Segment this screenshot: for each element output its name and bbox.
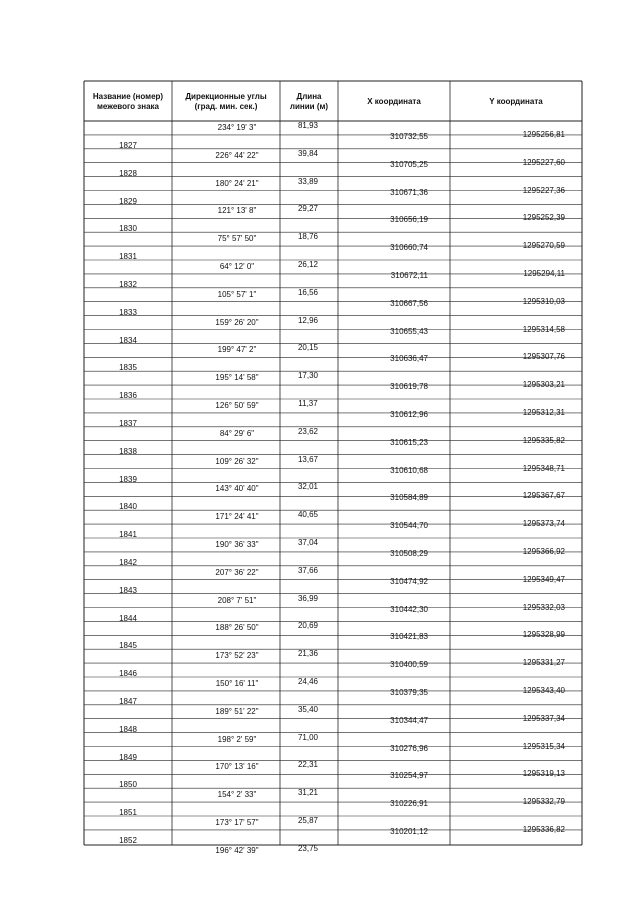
x-coordinate: 310508,29 (390, 548, 428, 558)
direction-angle: 109° 26' 32" (215, 456, 259, 466)
x-coordinate: 310660,74 (390, 243, 428, 253)
point-name: 1839 (119, 474, 137, 484)
x-coordinate: 310254,97 (390, 771, 428, 781)
direction-angle: 64° 12' 0" (219, 262, 255, 271)
point-name: 1837 (119, 418, 137, 428)
line-length: 11,37 (298, 399, 318, 408)
point-name: 1830 (119, 224, 137, 234)
line-length: 13,67 (297, 454, 319, 464)
y-coordinate: 1295349,47 (522, 574, 565, 584)
line-length: 32,01 (297, 482, 319, 492)
direction-angle: 84° 29' 6" (219, 428, 255, 438)
x-coordinate: 310474,92 (390, 576, 428, 586)
direction-angle: 170° 13' 16" (215, 762, 259, 772)
y-coordinate: 1295227,60 (522, 157, 565, 167)
x-coordinate: 310636,47 (390, 354, 428, 364)
x-coordinate: 310655,43 (390, 326, 428, 336)
y-coordinate: 1295314,58 (522, 324, 565, 334)
y-coordinate: 1295343,40 (522, 685, 565, 695)
point-name: 1846 (119, 669, 137, 679)
line-length: 21,36 (297, 649, 319, 659)
line-length: 36,99 (297, 593, 319, 603)
direction-angle: 234° 19' 3" (217, 123, 257, 132)
x-coordinate: 310612,96 (390, 409, 428, 419)
direction-angle: 198° 2' 59" (217, 734, 257, 744)
point-name: 1835 (119, 363, 137, 373)
y-coordinate: 1295366,92 (522, 546, 565, 556)
direction-angle: 173° 17' 57" (215, 818, 259, 827)
line-length: 39,84 (297, 148, 319, 158)
y-coordinate: 1295294,11 (523, 268, 565, 278)
direction-angle: 196° 42' 39" (215, 845, 259, 855)
point-name: 1838 (119, 446, 137, 456)
x-coordinate: 310276,96 (390, 743, 428, 753)
point-name: 1849 (119, 752, 137, 762)
line-length: 29,27 (297, 204, 319, 214)
line-length: 22,31 (297, 760, 319, 770)
direction-angle: 199° 47' 2" (217, 345, 257, 355)
header-y-coordinate: Y координата (489, 97, 543, 106)
direction-angle: 121° 13' 8" (217, 206, 257, 216)
y-coordinate: 1295270,59 (522, 241, 565, 251)
line-length: 20,15 (297, 343, 319, 353)
x-coordinate: 310667,56 (390, 298, 428, 308)
x-coordinate: 310672,11 (390, 270, 428, 280)
line-length: 12,96 (297, 315, 319, 325)
line-length: 20,69 (297, 621, 319, 631)
line-length: 37,04 (297, 538, 319, 547)
y-coordinate: 1295373,74 (522, 519, 565, 529)
y-coordinate: 1295331,27 (522, 658, 565, 668)
line-length: 35,40 (297, 704, 319, 714)
header-x-coordinate: Х координата (367, 97, 421, 106)
point-name: 1836 (119, 391, 137, 401)
direction-angle: 208° 7' 51" (217, 595, 257, 605)
direction-angle: 75° 57' 50" (217, 234, 257, 244)
point-name: 1852 (119, 835, 137, 845)
y-coordinate: 1295252,39 (522, 213, 565, 223)
line-length: 71,00 (297, 732, 319, 742)
header-point-name: Название (номер) межевого знака (92, 92, 164, 111)
y-coordinate: 1295335,82 (522, 435, 565, 445)
line-length: 23,62 (297, 426, 319, 436)
x-coordinate: 310615,23 (390, 437, 428, 447)
direction-angle: 190° 36' 33" (215, 540, 259, 549)
x-coordinate: 310705,25 (390, 159, 428, 169)
y-coordinate: 1295227,36 (522, 185, 565, 195)
direction-angle: 226° 44' 22" (215, 150, 259, 160)
point-name: 1840 (119, 502, 137, 512)
y-coordinate: 1295332,79 (522, 797, 565, 807)
line-length: 25,87 (297, 816, 319, 825)
line-length: 81,93 (297, 121, 319, 130)
direction-angle: 159° 26' 20" (215, 317, 259, 327)
y-coordinate: 1295332,03 (522, 602, 565, 612)
y-coordinate: 1295303,21 (522, 380, 565, 390)
x-coordinate: 310584,89 (390, 493, 428, 503)
point-name: 1842 (119, 557, 137, 567)
point-name: 1844 (119, 613, 137, 623)
x-coordinate: 310400,59 (390, 660, 428, 670)
y-coordinate: 1295319,13 (522, 769, 565, 779)
point-name: 1843 (119, 585, 137, 595)
direction-angle: 126° 50' 59" (215, 401, 259, 410)
point-name: 1832 (119, 279, 137, 289)
line-length: 24,46 (297, 677, 319, 686)
x-coordinate: 310544,70 (390, 521, 428, 531)
x-coordinate: 310201,12 (390, 826, 428, 836)
y-coordinate: 1295256,81 (522, 129, 565, 139)
line-length: 16,56 (297, 287, 319, 297)
x-coordinate: 310732,55 (390, 131, 428, 141)
direction-angle: 143° 40' 40" (215, 484, 259, 494)
y-coordinate: 1295312,31 (522, 407, 565, 417)
line-length: 26,12 (297, 260, 319, 269)
y-coordinate: 1295307,76 (522, 352, 565, 362)
line-length: 33,89 (297, 176, 319, 186)
point-name: 1833 (119, 307, 137, 317)
y-coordinate: 1295367,67 (522, 491, 565, 501)
x-coordinate: 310610,68 (390, 465, 428, 475)
point-name: 1828 (119, 168, 137, 178)
y-coordinate: 1295336,82 (522, 824, 565, 834)
direction-angle: 189° 51' 22" (215, 706, 259, 716)
point-name: 1847 (119, 696, 137, 706)
direction-angle: 154° 2' 33" (217, 790, 257, 800)
x-coordinate: 310656,19 (390, 215, 428, 225)
point-name: 1848 (119, 724, 137, 734)
x-coordinate: 310421,83 (390, 632, 428, 642)
direction-angle: 180° 24' 21" (215, 178, 259, 188)
line-length: 31,21 (297, 788, 319, 798)
header-line-length: Длина линии (м) (289, 92, 329, 111)
point-name: 1829 (119, 196, 137, 206)
x-coordinate: 310619,78 (390, 382, 428, 392)
direction-angle: 150° 16' 11" (215, 679, 259, 688)
y-coordinate: 1295315,34 (522, 741, 565, 751)
x-coordinate: 310442,30 (390, 604, 428, 614)
point-name: 1827 (119, 140, 137, 150)
x-coordinate: 310379,35 (390, 687, 428, 697)
x-coordinate: 310226,91 (390, 799, 428, 809)
direction-angle: 188° 26' 50" (215, 623, 259, 633)
direction-angle: 195° 14' 58" (215, 373, 259, 383)
header-direction-angle: Дирекционные углы (град. мин. сек.) (185, 92, 267, 111)
line-length: 40,65 (297, 510, 319, 520)
y-coordinate: 1295328,99 (522, 630, 565, 640)
point-name: 1841 (119, 530, 137, 540)
y-coordinate: 1295348,71 (522, 463, 565, 473)
y-coordinate: 1295310,03 (522, 296, 565, 306)
line-length: 18,76 (297, 232, 319, 242)
line-length: 17,30 (297, 371, 319, 381)
point-name: 1851 (119, 808, 137, 818)
point-name: 1834 (119, 335, 137, 345)
point-name: 1845 (119, 641, 137, 651)
y-coordinate: 1295337,34 (522, 713, 565, 723)
point-name: 1850 (119, 780, 137, 790)
point-name: 1831 (119, 252, 137, 262)
line-length: 37,66 (297, 565, 319, 575)
line-length: 23,75 (297, 843, 319, 853)
direction-angle: 207° 36' 22" (215, 567, 259, 577)
direction-angle: 105° 57' 1" (217, 289, 257, 299)
x-coordinate: 310671,36 (390, 187, 428, 197)
direction-angle: 173° 52' 23" (215, 651, 259, 661)
direction-angle: 171° 24' 41" (215, 512, 259, 522)
x-coordinate: 310344,47 (390, 715, 428, 725)
